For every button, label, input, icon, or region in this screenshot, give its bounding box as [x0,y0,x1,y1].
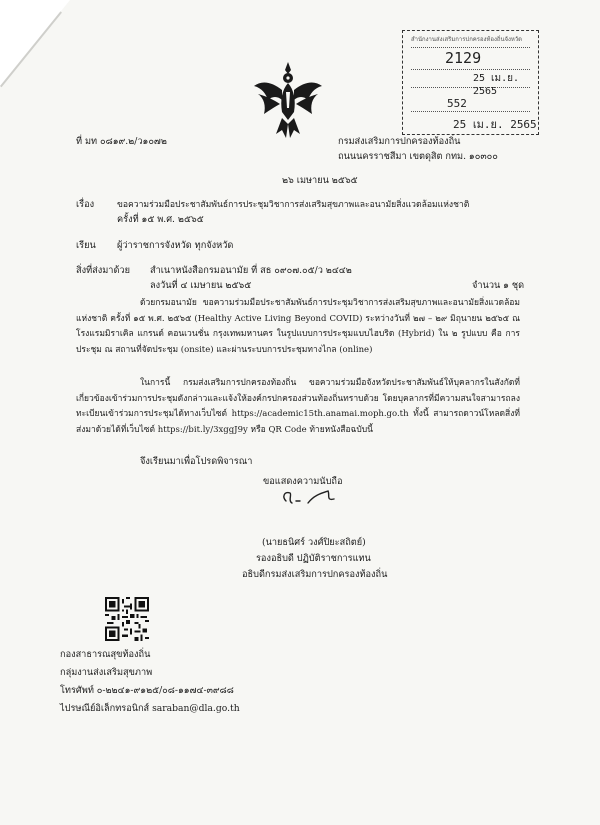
footer-division: กองสาธารณสุขท้องถิ่น [60,649,151,660]
salutation: ขอแสดงความนับถือ [263,476,343,487]
signatory-name: (นายธนิศร์ วงศ์ปิยะสถิตย์) [262,537,366,548]
organization-address: ถนนนครราชสีมา เขตดุสิต กทม. ๑๐๓๐๐ [338,151,498,162]
footer-email: ไปรษณีย์อิเล็กทรอนิกส์ saraban@dla.go.th [60,703,240,714]
stamp-date: 25 เม.ย. 2565 [473,73,519,97]
stamp-extra-number: 552 [447,97,467,110]
enclosure-label: สิ่งที่ส่งมาด้วย [76,265,130,276]
subject-line-2: ครั้งที่ ๑๕ พ.ศ. ๒๕๖๕ [117,214,204,225]
subject-line-1: ขอความร่วมมือประชาสัมพันธ์การประชุมวิชาการส่งเสริมสุขภาพและอนามัยสิ่งแวดล้อมแห่งชาติ [117,200,470,210]
qr-code [105,597,149,641]
receipt-stamp [402,30,539,135]
enclosure-date: ลงวันที่ ๔ เมษายน ๒๕๖๕ [150,280,252,291]
stamp-date-2: 25 เม.ย. 2565 [453,118,537,131]
garuda-emblem [252,60,324,140]
stamp-receipt-number: 2129 [445,49,482,67]
enclosure-text: สำเนาหนังสือกรมอนามัย ที่ สธ ๐๙๐๗.๐๕/ว ๒๔๔๒ [150,265,352,276]
recipient-text: ผู้ว่าราชการจังหวัด ทุกจังหวัด [117,240,234,251]
subject-label: เรื่อง [76,199,95,210]
closing-line: จึงเรียนมาเพื่อโปรดพิจารณา [140,456,253,467]
footer-group: กลุ่มงานส่งเสริมสุขภาพ [60,667,153,678]
stamp-org-line: สำนักงานส่งเสริมการปกครองท้องถิ่นจังหวัด [411,35,523,43]
signatory-position-1: รองอธิบดี ปฏิบัติราชการแทน [256,553,371,564]
organization-name: กรมส่งเสริมการปกครองท้องถิ่น [338,136,461,147]
document-number: ที่ มท ๐๘๑๙.๒/ว๑๐๗๒ [76,136,167,147]
enclosure-count: จำนวน ๑ ชุด [472,280,525,291]
body-paragraph-2: ในการนี้ กรมส่งเสริมการปกครองท้องถิ่น ขอความร่วมมือจังหวัดประชาสัมพันธ์ให้บุคลากรในสังกัดที่เกี่ยวข้องเข้าร่วมการประชุมดังกล่าวและแจ้งให้องค์กรปกครองส่วนท้องถิ่นทราบด้วย โดยบุคลากรที่มีความสนใจสามารถลงทะเบียนเข้าร่วมการประชุมได้ทางเว็บไซต์ https://academic15th.anamai.moph.go.th ทั้งนี้ สามารถดาวน์โหลดสิ่งที่ส่งมาด้วยได้ที่เว็บไซต์ https://bit.ly/3xggJ9y หรือ QR Code ท้ายหนังสือฉบับนี้ [76,378,520,435]
footer-phone: โทรศัพท์ ๐-๒๒๔๑-๙๑๒๕/๐๘-๑๑๗๔-๓๙๘๘ [60,685,234,696]
body-paragraph-1: ด้วยกรมอนามัย ขอความร่วมมือประชาสัมพันธ์การประชุมวิชาการส่งเสริมสุขภาพและอนามัยสิ่งแวดล้อมแห่งชาติ ครั้งที่ ๑๕ พ.ศ. ๒๕๖๕ (Healthy Active Living Beyond COVID) ระหว่างวันที่ ๒๗ – ๒๙ มิถุนายน ๒๕๖๕ ณ โรงแรมมิราเคิล แกรนด์ คอนเวนชั่น กรุงเทพมหานคร ในรูปแบบการประชุมแบบไฮบริด (Hybrid) ใน ๒ รูปแบบ คือ การประชุม ณ สถานที่จัดประชุม (onsite) และผ่านระบบการประชุมทางไกล (online) [76,298,520,355]
recipient-label: เรียน [76,240,96,251]
handwritten-signature [278,487,342,509]
signatory-position-2: อธิบดีกรมส่งเสริมการปกครองท้องถิ่น [242,569,388,580]
document-date: ๒๖ เมษายน ๒๕๖๕ [282,175,358,186]
